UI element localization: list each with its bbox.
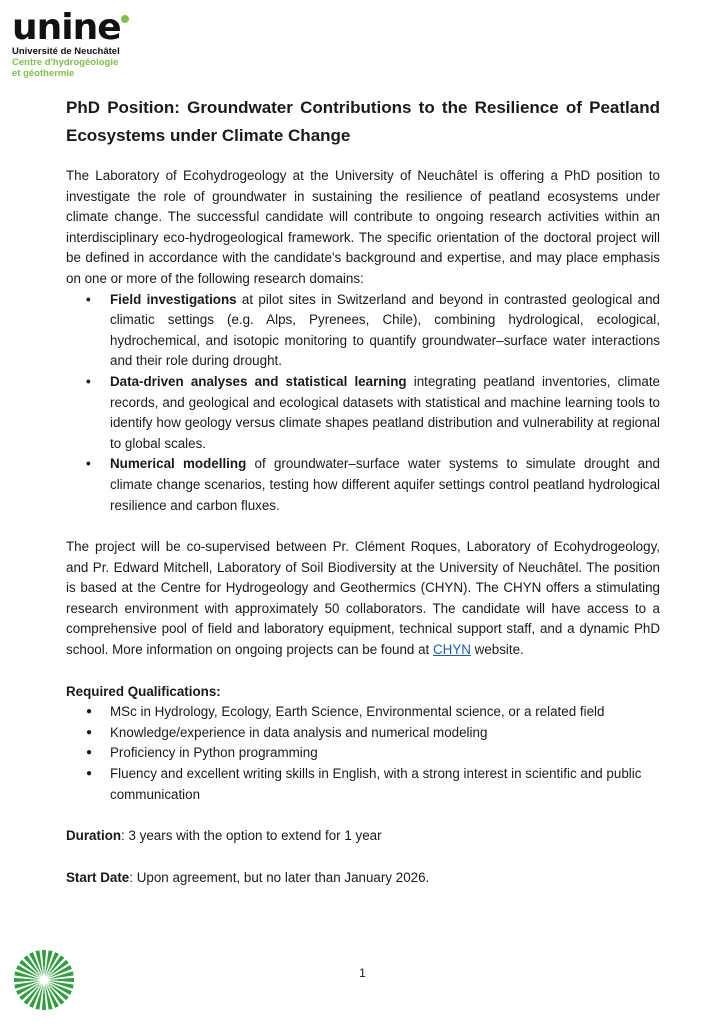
- start-date-label: Start Date: [66, 869, 130, 885]
- duration-text: : 3 years with the option to extend for 1 year: [121, 828, 382, 844]
- research-domains-list: [66, 290, 660, 517]
- qualification-item: ● Fluency and excellent writing skills in English, with a strong interest in scientific and public communication: [66, 764, 660, 805]
- logo-centre-line1: Centre d'hydrogéologie: [12, 57, 119, 68]
- qualification-item: ● Knowledge/experience in data analysis and numerical modeling: [66, 723, 660, 744]
- domain-title: Numerical modelling: [110, 456, 247, 472]
- intro-paragraph: The Laboratory of Ecohydrogeology at the University of Neuchâtel is offering a PhD position to investigate the role of groundwater in sustaining the resilience of peatland ecosystems under climate change. The successful candidate will contribute to ongoing research activities within an interdisciplinary eco-hydrogeological framework. The specific orientation of the doctoral project will be defined in accordance with the candidate's background and expertise, and may place emphasis on one or more of the following research domains:: [66, 168, 660, 286]
- domain-text: at pilot sites in Switzerland and beyond in contrasted geological and climatic settings (e.g. Alps, Pyrenees, Chile), combining hydrological, ecological, hydrochemical, and isotopic monitoring to quantify groundwater–surface water interactions and their role during drought.: [110, 291, 660, 369]
- logo-centre-line2: et géothermie: [12, 68, 75, 79]
- chyn-website-link[interactable]: CHYN: [432, 642, 471, 658]
- domain-title: Data-driven analyses and statistical learning: [110, 373, 407, 389]
- page-title: PhD Position: Groundwater Contributions to the Resilience of Peatland Ecosystems under Climate Change: [66, 98, 660, 145]
- qualifications-heading: Required Qualifications:: [66, 683, 221, 699]
- document-body: [66, 166, 660, 888]
- logo-university-name: Université de Neuchâtel: [12, 46, 120, 57]
- project-after-link: website.: [470, 642, 524, 658]
- sunburst-logo-icon: [12, 948, 76, 1012]
- qualifications-list: [66, 702, 660, 805]
- domain-text: of groundwater–surface water systems to simulate drought and climate change scenarios, testing how different aquifer settings control peatland hydrological resilience and carbon fluxes.: [110, 456, 660, 513]
- duration-label: Duration: [66, 828, 122, 844]
- qualification-item: ● Proficiency in Python programming: [66, 743, 660, 764]
- domain-item: [66, 372, 660, 454]
- domain-text: integrating peatland inventories, climate records, and geological and ecological datasets with statistical and machine learning tools to identify how geology versus climate shapes peatland distribution and vulnerability at regional to global scales.: [110, 373, 660, 451]
- page-number: 1: [359, 966, 366, 980]
- domain-title: Field investigations: [110, 291, 237, 307]
- duration-line: [66, 826, 660, 847]
- project-text: The project will be co-supervised between Pr. Clément Roques, Laboratory of Ecohydrogeology, and Pr. Edward Mitchell, Laboratory of Soil Biodiversity at the University of Neuchâtel. The position is based at the Centre for Hydrogeology and Geothermics (CHYN). The CHYN offers a stimulating research environment with approximately 50 collaborators. The candidate will have access to a comprehensive pool of field and laboratory equipment, technical support staff, and a dynamic PhD school. More information on ongoing projects can be found at: [66, 539, 660, 658]
- start-date-text: : Upon agreement, but no later than January 2026.: [129, 869, 430, 885]
- logo-wordmark-text: unine: [12, 7, 121, 48]
- qualification-item: ● MSc in Hydrology, Ecology, Earth Science, Environmental science, or a related field: [66, 702, 660, 723]
- university-logo: [12, 7, 121, 79]
- start-date-line: [66, 868, 660, 889]
- domain-item: [66, 454, 660, 516]
- logo-wordmark: [12, 7, 121, 48]
- domain-item: [66, 290, 660, 372]
- project-paragraph: [66, 537, 660, 661]
- logo-dot-icon: [121, 15, 129, 23]
